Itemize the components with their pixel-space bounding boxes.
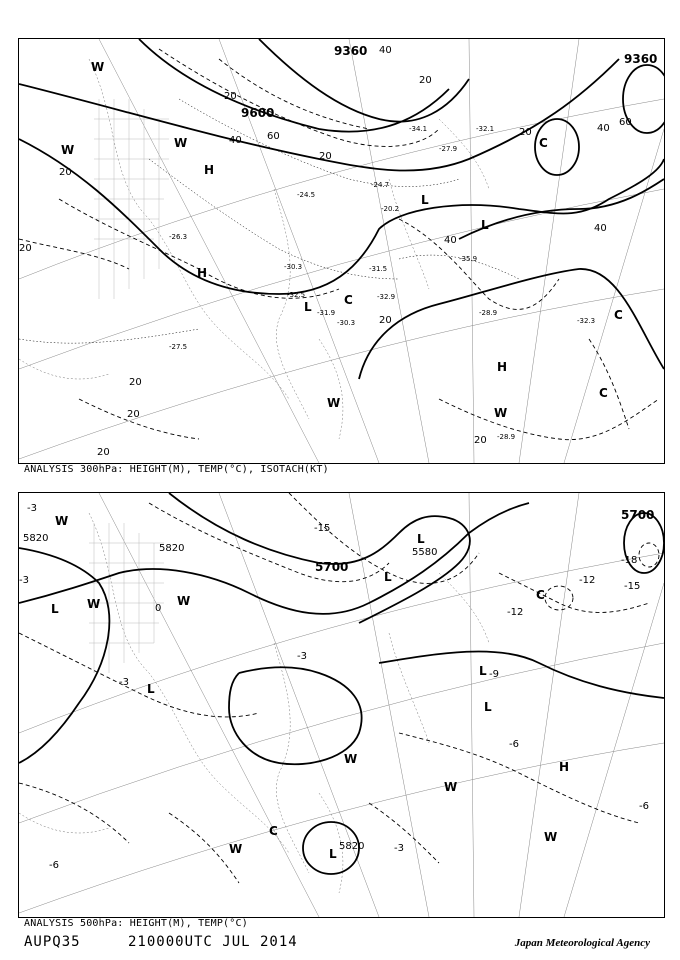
- pressure-center-W: W: [61, 143, 75, 157]
- pressure-center-H: H: [559, 760, 570, 774]
- temp-label: -18: [621, 555, 638, 566]
- temp-label: -28.9: [479, 309, 498, 317]
- pressure-center-W: W: [55, 514, 69, 528]
- pressure-center-L: L: [479, 664, 487, 678]
- pressure-center-L: L: [147, 682, 155, 696]
- pressure-center-W: W: [91, 60, 105, 74]
- temp-label: -3: [394, 843, 404, 854]
- pressure-center-W: W: [494, 406, 508, 420]
- graticule: [19, 493, 664, 917]
- temp-label: -12: [579, 575, 596, 586]
- isotach-label: 20: [379, 315, 392, 326]
- temp-label: -9: [489, 669, 499, 680]
- height-contours: [19, 493, 664, 874]
- temp-label: -32.1: [476, 125, 495, 133]
- isotach-label: 20: [19, 243, 32, 254]
- isotach-label: 40: [379, 45, 392, 56]
- pressure-center-C: C: [599, 386, 608, 400]
- caption-500hpa: ANALYSIS 500hPa: HEIGHT(M), TEMP(°C): [24, 918, 248, 929]
- pressure-center-H: H: [197, 266, 208, 280]
- station-labels-500: [19, 503, 654, 871]
- pressure-center-L: L: [304, 300, 312, 314]
- temp-label: -6: [509, 739, 519, 750]
- map-300hpa-svg: [19, 39, 664, 463]
- pressure-center-C: C: [539, 136, 548, 150]
- temp-label: -30.3: [284, 263, 303, 271]
- map-panel-500hpa: [18, 492, 665, 918]
- temp-label: -31.5: [369, 265, 388, 273]
- pressure-center-L: L: [51, 602, 59, 616]
- pressure-center-W: W: [229, 842, 243, 856]
- pressure-center-W: W: [544, 830, 558, 844]
- height-label: 9600: [241, 106, 275, 120]
- hatch-grid: [94, 99, 169, 299]
- chart-code: AUPQ35: [24, 934, 81, 950]
- graticule: [19, 39, 664, 463]
- temp-label: -3: [19, 575, 29, 586]
- isotach-label: 60: [267, 131, 280, 142]
- temp-label: -6: [49, 860, 59, 871]
- isotach-label: 20: [419, 75, 432, 86]
- pressure-center-H: H: [204, 163, 215, 177]
- isotach-label: 20: [319, 151, 332, 162]
- isotach-label: 20: [129, 377, 142, 388]
- temp-label: -26.3: [169, 233, 188, 241]
- temp-label: -32.3: [577, 317, 596, 325]
- height-label: 5700: [621, 508, 655, 522]
- height-label: 9360: [334, 44, 368, 58]
- isotach-label: 20: [474, 435, 487, 446]
- pressure-center-W: W: [177, 594, 191, 608]
- pressure-centers-300: [61, 60, 623, 420]
- temp-label: -32.5: [287, 291, 306, 299]
- temp-label: -34.1: [409, 125, 428, 133]
- isotach-label: 40: [444, 235, 457, 246]
- valid-time: 210000UTC JUL 2014: [128, 934, 298, 950]
- isotach-label: 40: [594, 223, 607, 234]
- temp-label: -31.9: [317, 309, 336, 317]
- pressure-center-L: L: [421, 193, 429, 207]
- isotach-label: 20: [59, 167, 72, 178]
- height-label: 9360: [624, 52, 658, 66]
- height-label: 5820: [159, 543, 185, 554]
- pressure-center-W: W: [327, 396, 341, 410]
- temp-label: -15: [624, 581, 641, 592]
- temp-label: -35.9: [459, 255, 478, 263]
- temp-label: -3: [297, 651, 307, 662]
- pressure-center-L: L: [417, 532, 425, 546]
- temp-label: -28.9: [497, 433, 516, 441]
- temp-label: -3: [119, 677, 129, 688]
- pressure-center-C: C: [269, 824, 278, 838]
- isotach-label: 40: [229, 135, 242, 146]
- pressure-center-W: W: [87, 597, 101, 611]
- pressure-center-W: W: [344, 752, 358, 766]
- isotach-label: 20: [97, 447, 110, 458]
- isotach-label: 60: [619, 117, 632, 128]
- isotach-label: 40: [597, 123, 610, 134]
- height-label: 5820: [23, 533, 49, 544]
- temp-label: -6: [639, 801, 649, 812]
- pressure-center-L: L: [481, 218, 489, 232]
- temp-label: -24.7: [371, 181, 390, 189]
- pressure-center-L: L: [329, 847, 337, 861]
- pressure-center-L: L: [484, 700, 492, 714]
- pressure-center-H: H: [497, 360, 508, 374]
- temp-label: -24.5: [297, 191, 316, 199]
- temp-label: 0: [155, 603, 162, 614]
- temp-label: -15: [314, 523, 331, 534]
- map-panel-300hpa: [18, 38, 665, 464]
- temp-label: -27.9: [439, 145, 458, 153]
- isotach-label: 20: [127, 409, 140, 420]
- temp-label: -12: [507, 607, 524, 618]
- pressure-center-W: W: [444, 780, 458, 794]
- pressure-center-C: C: [614, 308, 623, 322]
- map-500hpa-svg: [19, 493, 664, 917]
- temp-label: -27.5: [169, 343, 188, 351]
- temp-label: -3: [27, 503, 37, 514]
- height-label: 5700: [315, 560, 349, 574]
- temp-label: -30.3: [337, 319, 356, 327]
- pressure-center-C: C: [344, 293, 353, 307]
- pressure-center-L: L: [384, 570, 392, 584]
- height-label: 5580: [412, 547, 438, 558]
- pressure-center-C: C: [536, 588, 545, 602]
- agency-name: Japan Meteorological Agency: [514, 937, 650, 949]
- pressure-center-W: W: [174, 136, 188, 150]
- isotach-label: 20: [519, 127, 532, 138]
- caption-300hpa: ANALYSIS 300hPa: HEIGHT(M), TEMP(°C), ISOTACH(KT): [24, 464, 329, 475]
- isotherm-contours: [19, 493, 659, 883]
- temp-label: -32.9: [377, 293, 396, 301]
- isotach-label: 20: [224, 91, 237, 102]
- height-label: 5820: [339, 841, 365, 852]
- temp-label: -20.2: [381, 205, 400, 213]
- height-contours: [19, 39, 664, 379]
